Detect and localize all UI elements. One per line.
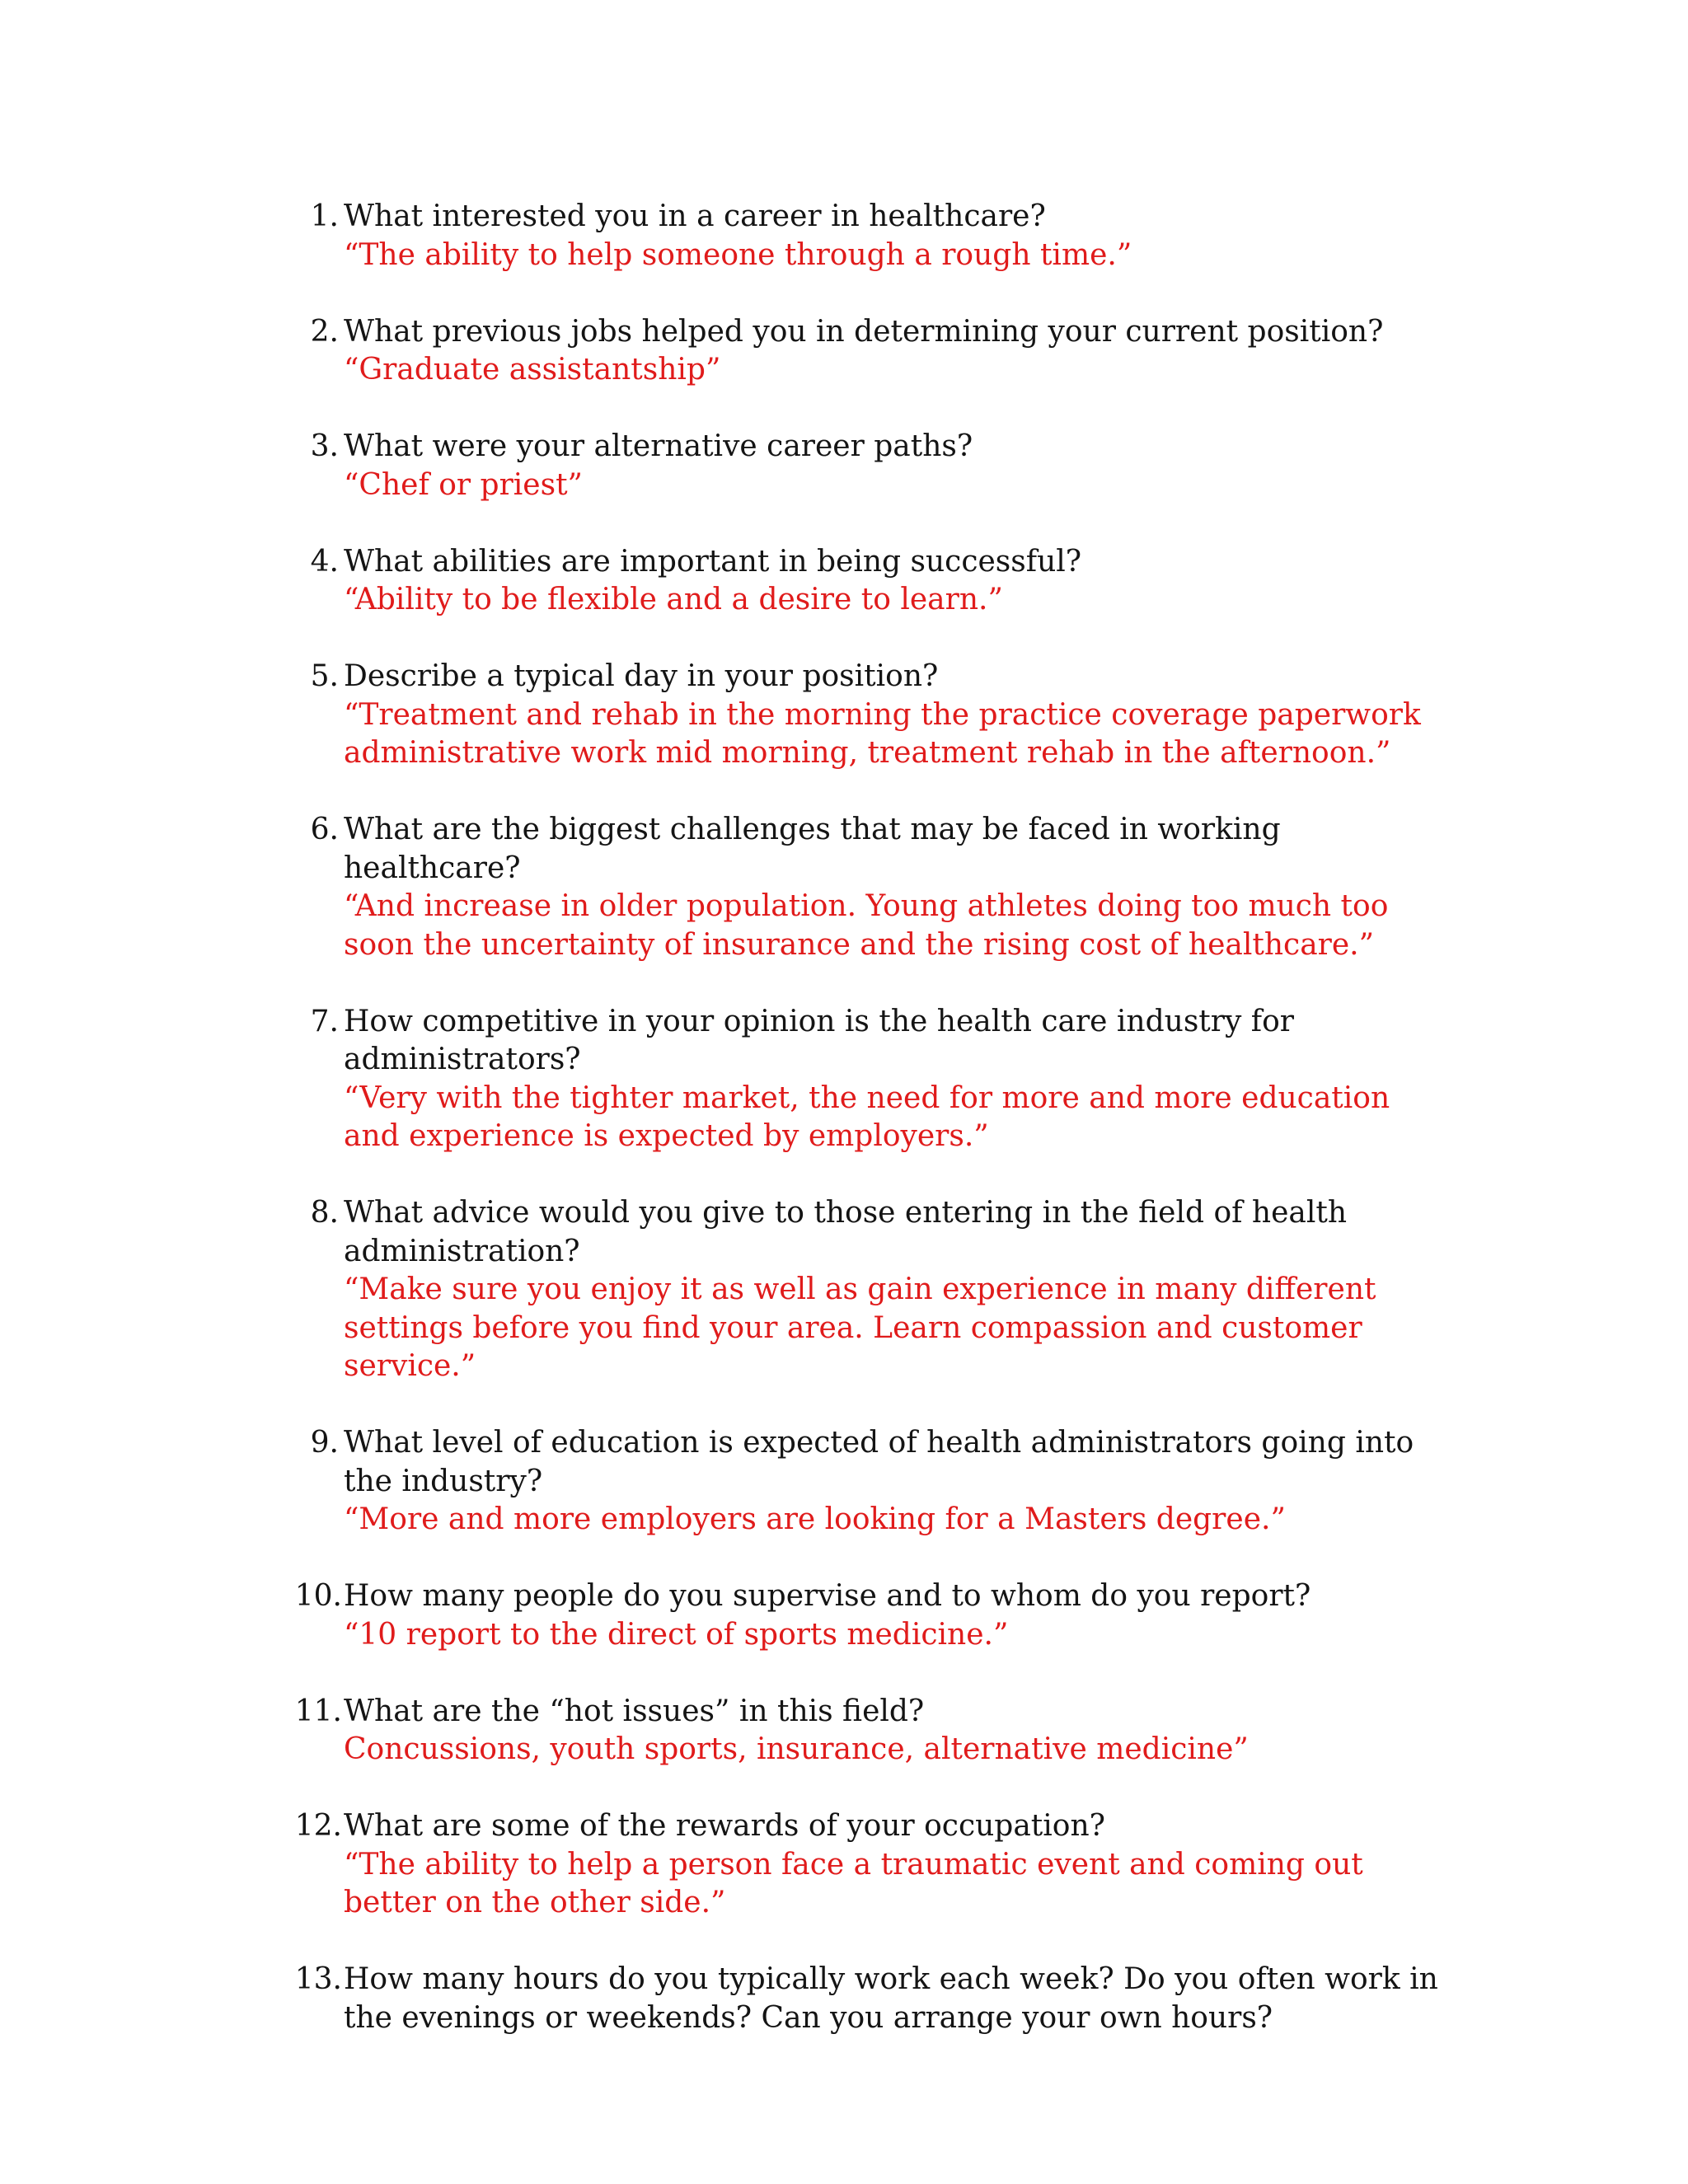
item-number: 3. [310, 429, 339, 463]
answer-text: “Ability to be flexible and a desire to learn.” [344, 583, 1003, 616]
item-number: 1. [310, 199, 339, 233]
question-text: Describe a typical day in your position? [344, 659, 939, 693]
answer-text: “10 report to the direct of sports medicine.” [344, 1617, 1009, 1652]
question-text: How many hours do you typically work each week? Do you often work in the evenings or weekends? Can you arrange your own hours? [344, 1962, 1438, 2035]
item-number: 8. [310, 1196, 339, 1230]
list-item [293, 1424, 1447, 1540]
list-item [293, 1194, 1447, 1386]
item-number: 7. [310, 1004, 339, 1038]
answer-text: “Treatment and rehab in the morning the practice coverage paperwork administrative work mid morning, treatment rehab in the afternoon.” [344, 697, 1421, 770]
question-text: What level of education is expected of health administrators going into the industry? [344, 1426, 1414, 1498]
item-number: 13. [294, 1962, 342, 1996]
list-item [293, 1003, 1447, 1156]
item-number: 6. [310, 813, 339, 846]
item-number: 9. [310, 1426, 339, 1460]
answer-text: “More and more employers are looking for a Masters degree.” [344, 1502, 1286, 1536]
question-text: What previous jobs helped you in determining your current position? [344, 314, 1384, 349]
list-item [293, 543, 1447, 620]
item-number: 2. [310, 314, 339, 349]
question-text: What interested you in a career in healthcare? [344, 199, 1046, 233]
answer-text: “Very with the tighter market, the need for more and more education and experience is expected by employers.” [344, 1080, 1390, 1153]
item-number: 12. [294, 1809, 342, 1843]
question-text: What were your alternative career paths? [344, 429, 973, 463]
answer-text: “The ability to help a person face a traumatic event and coming out better on the other side.” [344, 1847, 1363, 1919]
list-item [293, 658, 1447, 773]
list-item [293, 1577, 1447, 1654]
question-text: How many people do you supervise and to whom do you report? [344, 1579, 1311, 1613]
answer-text: “The ability to help someone through a rough time.” [344, 237, 1132, 272]
item-number: 4. [310, 544, 339, 579]
answer-text: “And increase in older population. Young athletes doing too much too soon the uncertainty of insurance and the rising cost of healthcare.” [344, 889, 1389, 962]
item-number: 10. [294, 1579, 342, 1613]
question-text: What are the biggest challenges that may be faced in working healthcare? [344, 813, 1281, 885]
question-text: What abilities are important in being successful? [344, 544, 1082, 579]
interview-question-list [293, 198, 1447, 2076]
answer-text: “Chef or priest” [344, 467, 583, 502]
answer-text: “Graduate assistantship” [344, 353, 721, 387]
item-number: 11. [294, 1694, 342, 1728]
list-item [293, 811, 1447, 964]
item-number: 5. [310, 659, 339, 693]
list-item [293, 428, 1447, 504]
answer-text: Concussions, youth sports, insurance, alternative medicine” [344, 1732, 1249, 1766]
list-item [293, 198, 1447, 274]
question-text: What are some of the rewards of your occupation? [344, 1809, 1105, 1843]
question-text: What advice would you give to those entering in the field of health administration? [344, 1196, 1348, 1268]
list-item [293, 1807, 1447, 1923]
question-text: How competitive in your opinion is the health care industry for administrators? [344, 1004, 1294, 1076]
list-item [293, 1693, 1447, 1769]
question-text: What are the “hot issues” in this field? [344, 1694, 925, 1728]
answer-text: “Make sure you enjoy it as well as gain experience in many different settings before you find your area. Learn compassion and customer service.” [344, 1272, 1376, 1383]
list-item [293, 313, 1447, 390]
list-item [293, 1961, 1447, 2037]
